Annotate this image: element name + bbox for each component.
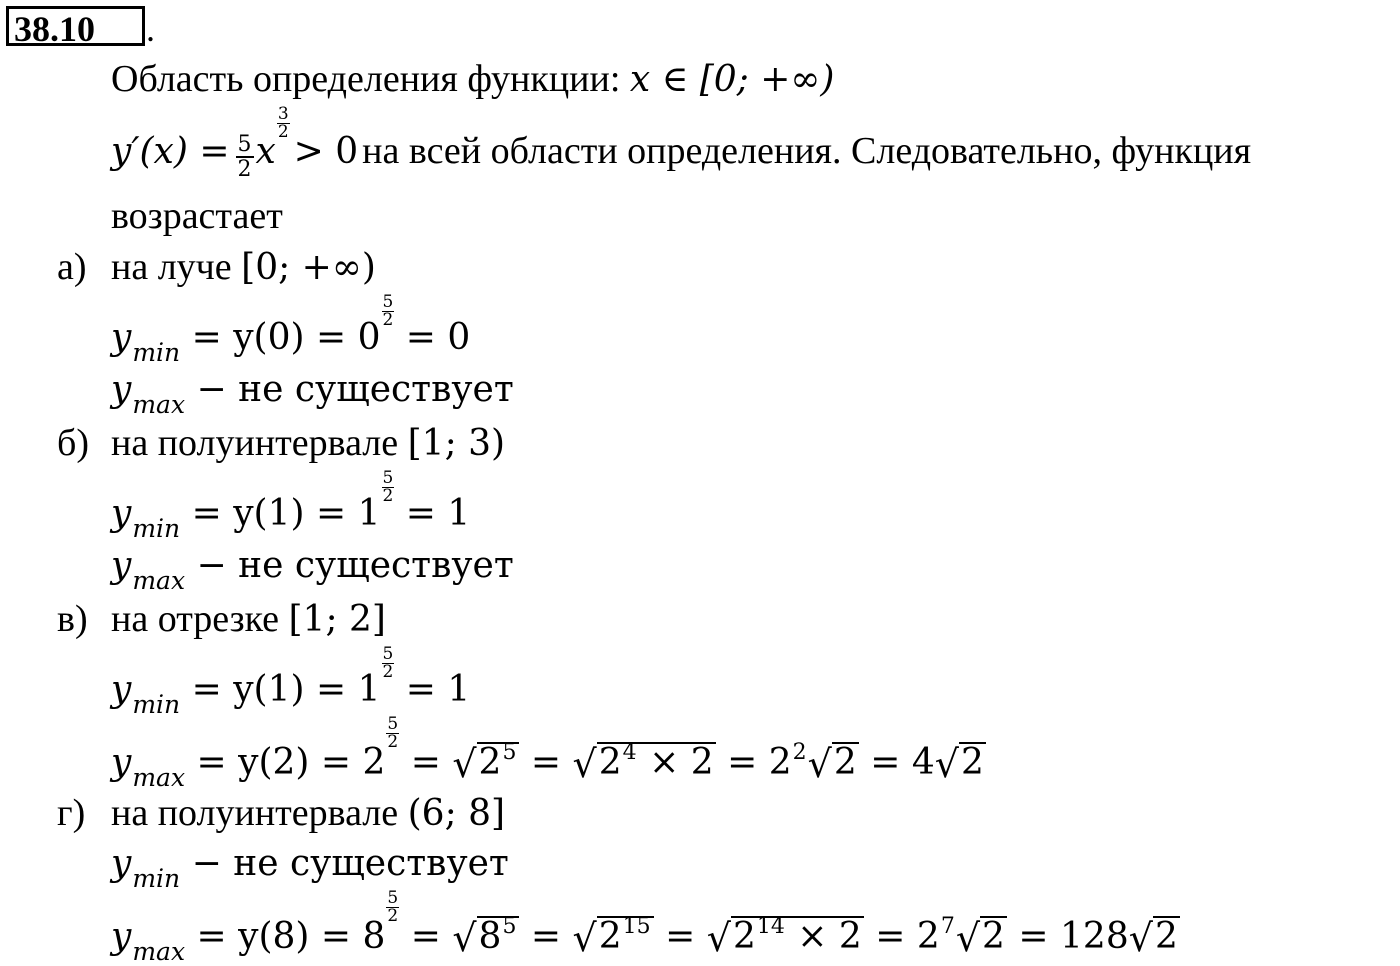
base: 8 [478, 916, 502, 957]
domain-math: x ∈ [0; +∞) [629, 59, 835, 100]
part-b-label: б) [57, 422, 89, 464]
radicand: 2 [982, 916, 1005, 957]
base: 2 [598, 742, 622, 783]
radical-sign: √ [955, 916, 981, 960]
exponent: 15 [622, 914, 651, 939]
part-d-ymin [111, 843, 509, 893]
exp-numerator: 5 [387, 714, 399, 734]
part-d-heading [111, 794, 505, 832]
part-c-ymin [111, 644, 471, 719]
radical-sign: √ [572, 916, 597, 960]
ymax-expression: = y(8) = 8 [196, 916, 386, 957]
part-b-ymin [111, 468, 471, 543]
y-symbol: y [111, 493, 132, 534]
exp-numerator: 5 [382, 292, 394, 312]
exponent-five-halves [382, 294, 395, 329]
ymin-result: = 1 [405, 669, 471, 710]
radical-sign: √ [934, 742, 959, 786]
derivative-line [111, 104, 1252, 183]
equals: = [530, 742, 562, 783]
part-a-interval: [0; +∞) [241, 247, 376, 288]
part-c-text: на отрезке [111, 598, 279, 640]
ymin-expression: = y(1) = 1 [191, 493, 381, 534]
sqrt-8-pow-5 [452, 914, 519, 960]
exp-numerator: 5 [382, 468, 394, 488]
dash: − [196, 369, 227, 410]
not-exists-text: не существует [233, 843, 509, 884]
sqrt-2-pow-4-times-2 [572, 740, 716, 786]
part-c-label: в) [57, 598, 88, 640]
max-subscript: max [132, 566, 186, 595]
part-d-interval: (6; 8] [407, 793, 506, 834]
y-symbol: y [111, 742, 132, 783]
exp-denominator: 2 [387, 732, 399, 752]
part-b-ymax [111, 545, 514, 595]
exponent: 5 [502, 914, 517, 939]
multiplier: × 2 [785, 916, 862, 957]
derivative-exponent [277, 106, 290, 141]
sqrt-2 [934, 742, 986, 786]
part-d-label: г) [57, 792, 86, 834]
part-c-ymax [111, 714, 986, 792]
max-subscript: max [132, 937, 186, 966]
multiplier: × 2 [637, 742, 714, 783]
exponent: 5 [502, 740, 517, 765]
part-a-text: на луче [111, 246, 232, 288]
derivative-lhs: y′(x) = [111, 131, 230, 172]
exponent-five-halves [386, 890, 399, 925]
base: 2 [732, 916, 756, 957]
conclusion-text: возрастает [111, 195, 283, 237]
sqrt-2-pow-5 [452, 740, 519, 786]
equals: = [410, 742, 441, 783]
min-subscript: min [132, 690, 181, 719]
ymin-expression: = y(0) = 0 [191, 317, 381, 358]
part-c-interval: [1; 2] [288, 599, 386, 640]
derivative-base: x [255, 131, 276, 172]
base: 2 [598, 916, 622, 957]
exponent: 2 [792, 740, 807, 765]
not-exists-text: не существует [238, 369, 514, 410]
y-symbol: y [111, 369, 132, 410]
exponent-five-halves [382, 646, 395, 681]
y-symbol: y [111, 317, 132, 358]
part-d-ymax [111, 888, 1180, 966]
sqrt-2 [1128, 916, 1180, 960]
coef-denominator: 2 [237, 157, 252, 183]
min-subscript: min [132, 338, 181, 367]
part-d-text: на полуинтервале [111, 792, 399, 834]
ymin-expression: = y(1) = 1 [191, 669, 381, 710]
ymax-expression: = y(2) = 2 [196, 742, 386, 783]
radical-sign: √ [452, 916, 477, 960]
exponent-five-halves [386, 716, 399, 751]
part-a-ymax [111, 369, 514, 419]
base: 2 [768, 742, 792, 783]
part-a-label: а) [57, 246, 87, 288]
exp-denominator: 2 [277, 122, 289, 142]
equals: = [870, 742, 901, 783]
coef-numerator: 5 [237, 132, 252, 158]
exponent: 4 [622, 740, 637, 765]
exponent: 7 [940, 914, 955, 939]
domain-line [111, 60, 834, 98]
exp-denominator: 2 [382, 486, 394, 506]
part-b-heading [111, 424, 505, 462]
dash: − [196, 545, 227, 586]
equals: = [875, 916, 906, 957]
radicand: 2 [960, 742, 984, 783]
min-subscript: min [132, 514, 181, 543]
dash: − [191, 843, 222, 884]
radical-sign: √ [1128, 916, 1153, 960]
equals: = [727, 742, 758, 783]
exp-numerator: 3 [277, 104, 289, 124]
radical-sign: √ [706, 916, 731, 960]
derivative-rhs: > 0 [293, 131, 359, 172]
exponent: 14 [756, 914, 785, 939]
sqrt-2-pow-15 [572, 914, 654, 960]
radical-sign: √ [807, 742, 832, 786]
equals: = [530, 916, 562, 957]
exp-numerator: 5 [382, 644, 394, 664]
derivative-coefficient [236, 133, 254, 181]
y-symbol: y [111, 843, 132, 884]
radicand: 2 [833, 742, 857, 783]
base: 2 [478, 742, 502, 783]
ymin-result: = 0 [405, 317, 471, 358]
y-symbol: y [111, 916, 132, 957]
part-a-ymin [111, 292, 471, 367]
max-subscript: max [132, 390, 186, 419]
y-symbol: y [111, 545, 132, 586]
problem-number: 38.10 [14, 9, 95, 49]
y-symbol: y [111, 669, 132, 710]
coefficient: 128 [1060, 916, 1129, 957]
part-b-text: на полуинтервале [111, 422, 399, 464]
max-subscript: max [132, 763, 186, 792]
equals: = [665, 916, 696, 957]
exp-denominator: 2 [382, 310, 394, 330]
radical-sign: √ [452, 742, 477, 786]
min-subscript: min [132, 864, 181, 893]
part-b-interval: [1; 3) [407, 423, 506, 464]
domain-text: Область определения функции: [111, 58, 621, 100]
exp-denominator: 2 [382, 662, 394, 682]
ymin-result: = 1 [405, 493, 471, 534]
part-a-heading [111, 248, 376, 286]
coefficient: 4 [911, 742, 935, 783]
radical-sign: √ [572, 742, 597, 786]
equals: = [1018, 916, 1049, 957]
exp-numerator: 5 [387, 888, 399, 908]
part-c-heading [111, 600, 386, 638]
equals: = [410, 916, 441, 957]
sqrt-2-pow-14-times-2 [706, 914, 864, 960]
radicand: 2 [1154, 916, 1178, 957]
sqrt-2 [807, 742, 859, 786]
base: 2 [916, 916, 940, 957]
problem-number-dot: . [146, 9, 155, 49]
exponent-five-halves [382, 470, 395, 505]
not-exists-text: не существует [238, 545, 514, 586]
exp-denominator: 2 [387, 906, 399, 926]
derivative-text: на всей области определения. Следовательно, функция [362, 130, 1252, 172]
sqrt-2 [955, 916, 1007, 960]
